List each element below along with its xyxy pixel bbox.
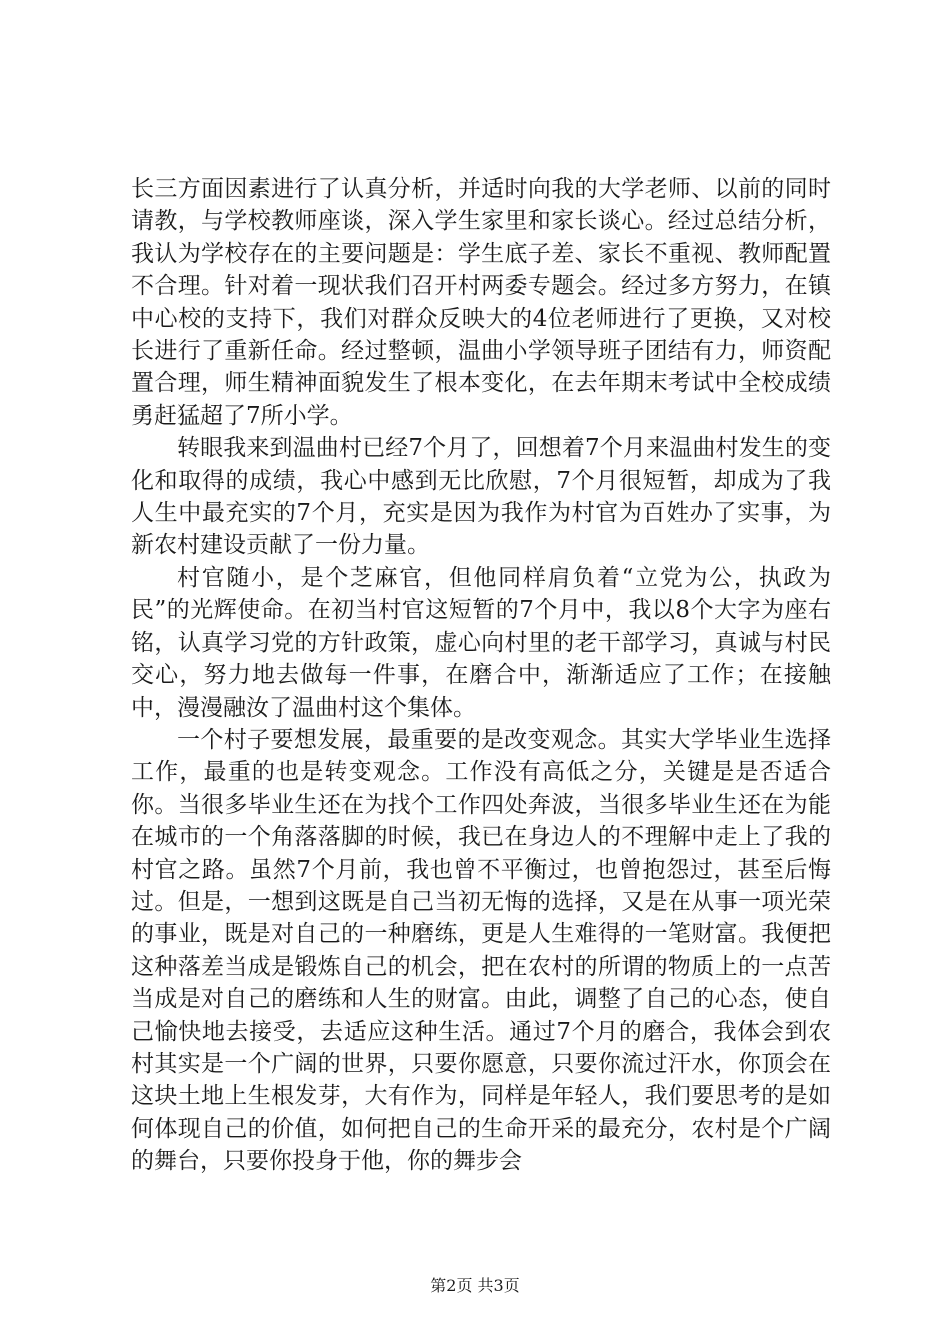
paragraph-3: 村官随小，是个芝麻官，但他同样肩负着“立党为公，执政为民”的光辉使命。在初当村官这短暂的7个月中，我以8个大字为座右铭，认真学习党的方针政策，虚心向村里的老干部学习，真诚与村民交心，努力地去做每一件事，在磨合中，渐渐适应了工作；在接触中，漫漫融汝了温曲村这个集体。: [131, 564, 831, 721]
paragraph-4: 一个村子要想发展，最重要的是改变观念。其实大学毕业生选择工作，最重的也是转变观念。工作没有高低之分，关键是是否适合你。当很多毕业生还在为找个工作四处奔波，当很多毕业生还在为能在城市的一个角落落脚的时候，我已在身边人的不理解中走上了我的村官之路。虽然7个月前，我也曾不平衡过，也曾抱怨过，甚至后悔过。但是，一想到这既是自己当初无悔的选择，又是在从事一项光荣的事业，既是对自己的一种磨练，更是人生难得的一笔财富。我便把这种落差当成是锻炼自己的机会，把在农村的所谓的物质上的一点苦当成是对自己的磨练和人生的财富。由此，调整了自己的心态，使自己愉快地去接受，去适应这种生活。通过7个月的磨合，我体会到农村其实是一个广阔的世界，只要你愿意，只要你流过汗水，你顶会在这块土地上生根发芽，大有作为，同样是年轻人，我们要思考的是如何体现自己的价值，如何把自己的生命开采的最充分，农村是个广阔的舞台，只要你投身于他，你的舞步会: [131, 726, 831, 1175]
page-number-footer: 第2页 共3页: [430, 1276, 520, 1295]
paragraph-2: 转眼我来到温曲村已经7个月了，回想着7个月来温曲村发生的变化和取得的成绩，我心中感到无比欣慰，7个月很短暂，却成为了我人生中最充实的7个月，充实是因为我作为村官为百姓办了实事，为新农村建设贡献了一份力量。: [131, 435, 831, 559]
document-body: [131, 173, 831, 1178]
paragraph-1: 长三方面因素进行了认真分析，并适时向我的大学老师、以前的同时请教，与学校教师座谈，深入学生家里和家长谈心。经过总结分析，我认为学校存在的主要问题是：学生底子差、家长不重视、教师配置不合理。针对着一现状我们召开村两委专题会。经过多方努力，在镇中心校的支持下，我们对群众反映大的4位老师进行了更换，又对校长进行了重新任命。经过整顿，温曲小学领导班子团结有力，师资配置合理，师生精神面貌发生了根本变化，在去年期末考试中全校成绩勇赶猛超了7所小学。: [131, 176, 831, 429]
